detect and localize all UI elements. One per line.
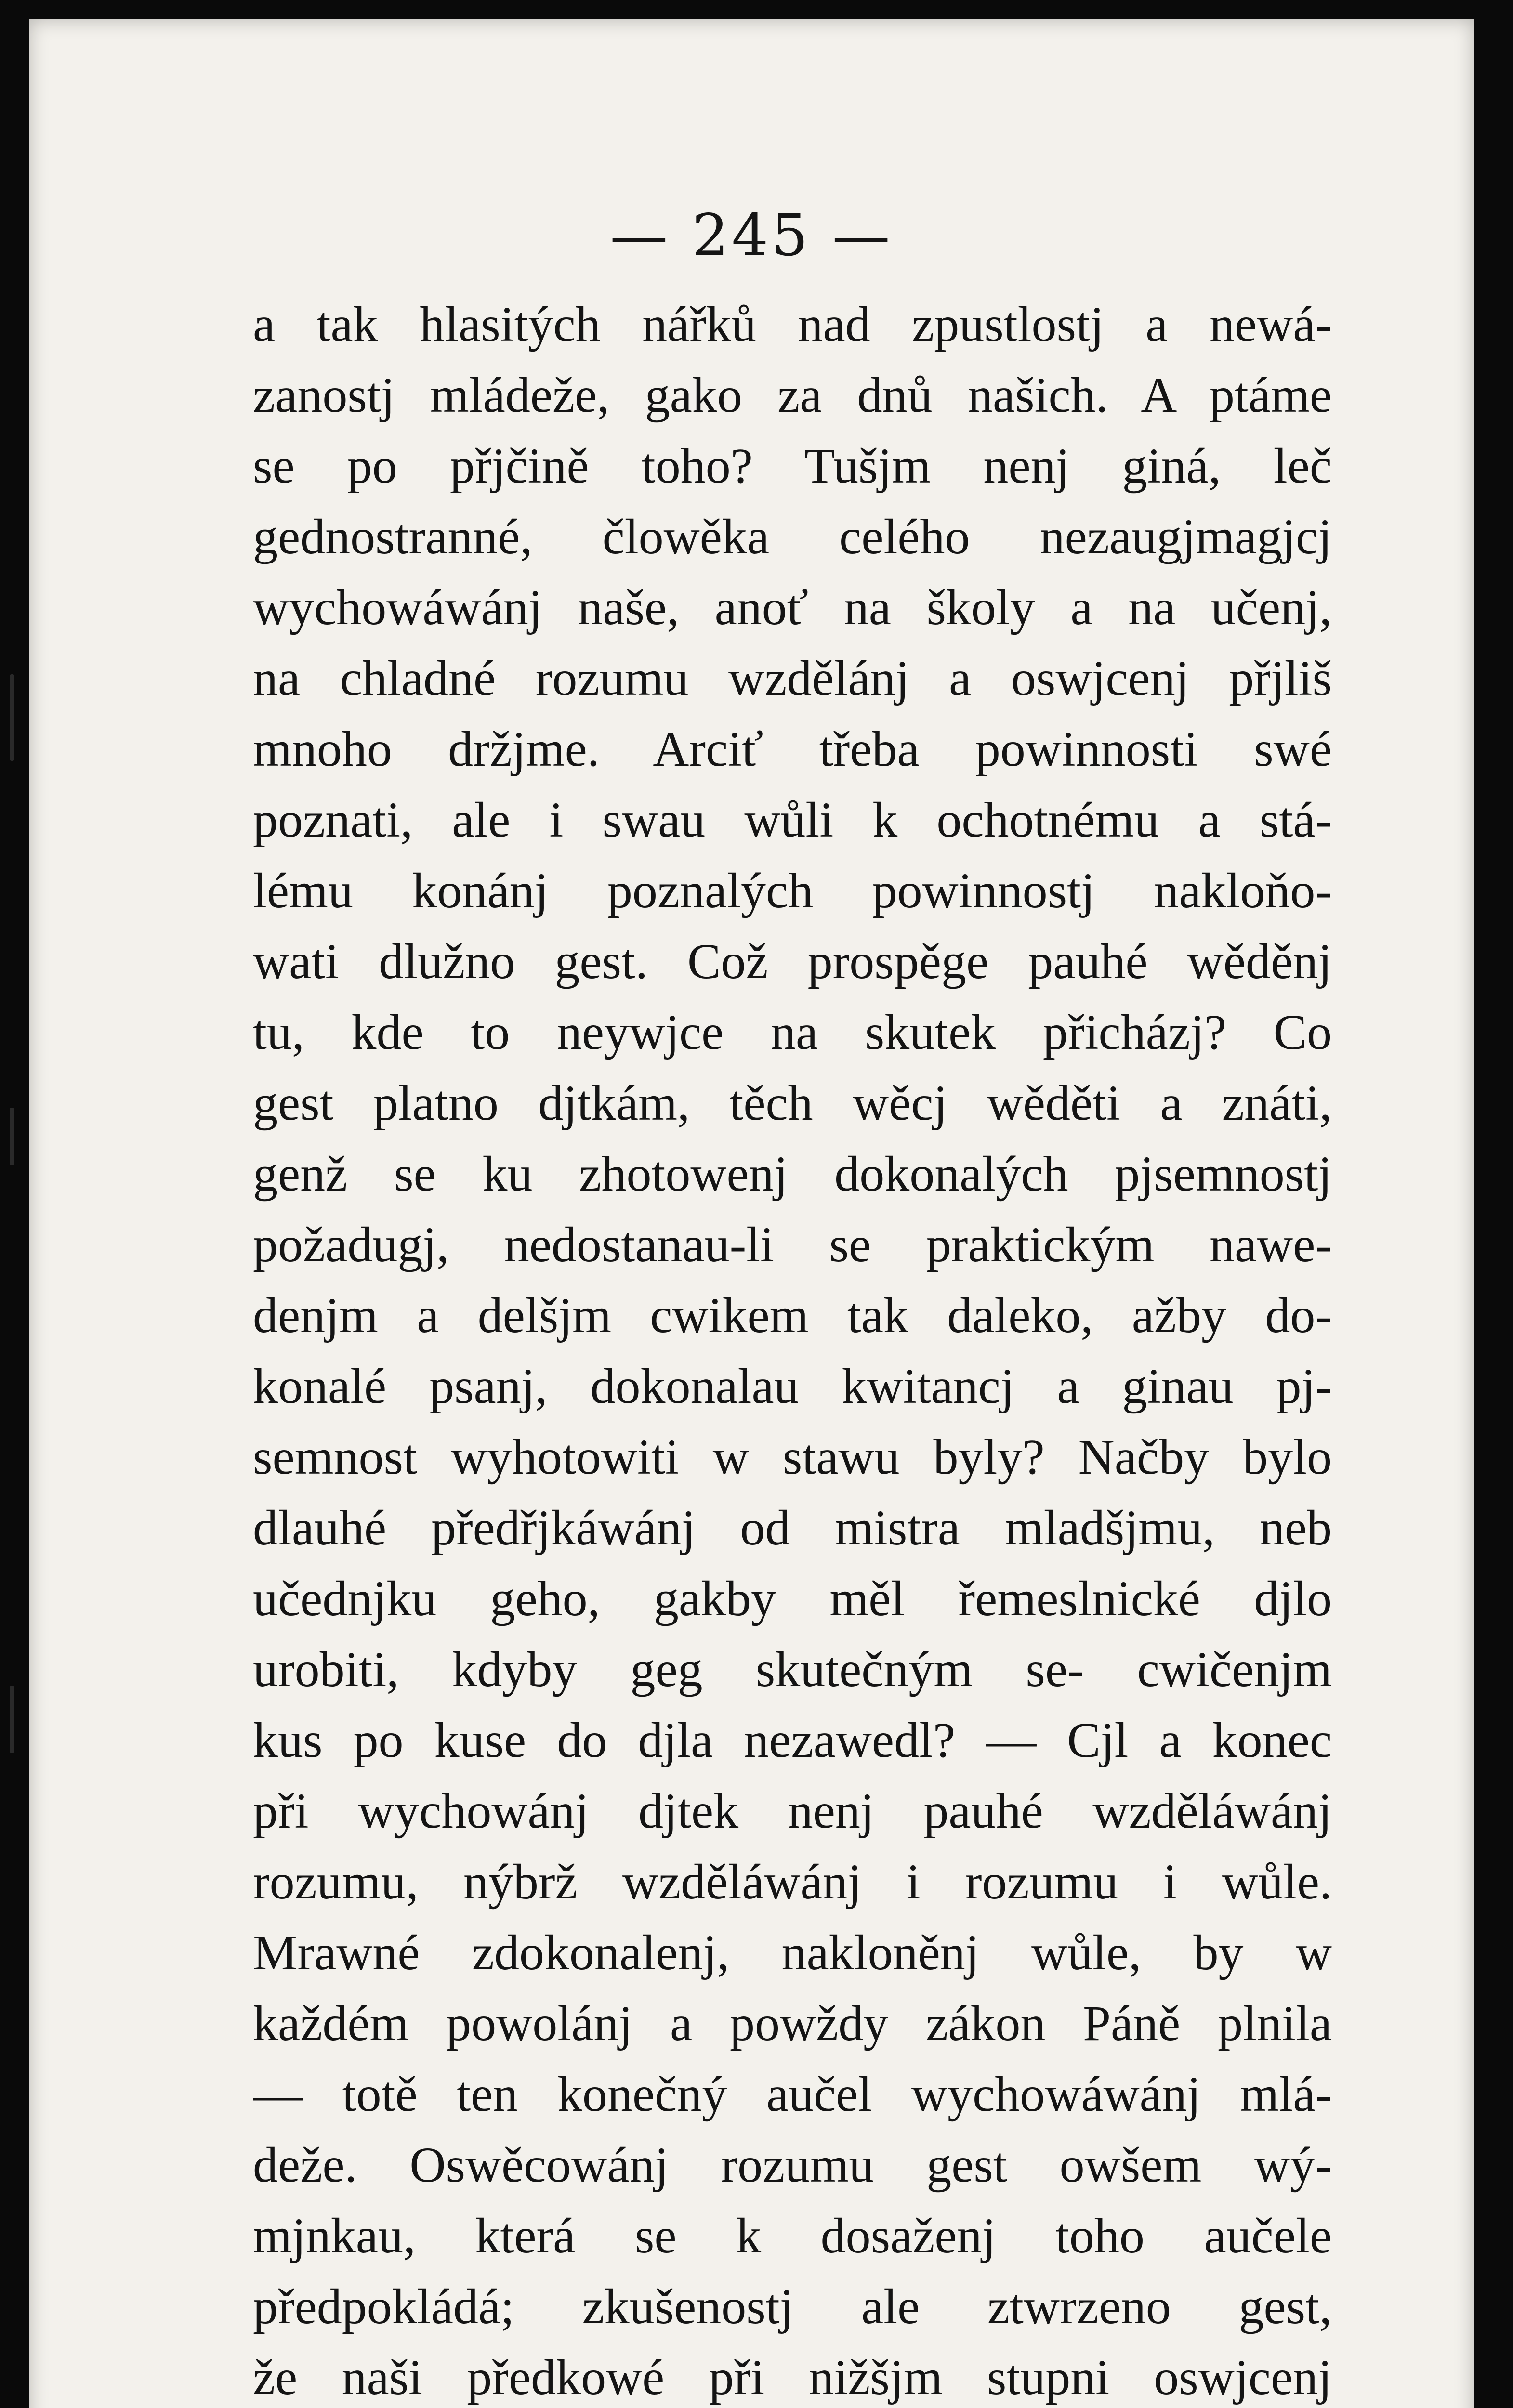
text-line: že naši předkowé při nižšjm stupni oswjcenj [253, 2350, 1332, 2405]
scan-artifact-mark [10, 1108, 14, 1165]
text-line: předpokládá; zkušenostj ale ztwrzeno gest, [253, 2279, 1332, 2334]
text-line: mjnkau, která se k dosaženj toho aučele [253, 2208, 1332, 2264]
text-line: zanostj mládeže, gako za dnů našich. A ptáme [253, 367, 1332, 423]
text-line: každém powolánj a powždy zákon Páně plnila [253, 1996, 1332, 2051]
text-line: mnoho držjme. Arciť třeba powinnosti swé [253, 721, 1332, 777]
scan-artifact-mark [10, 1686, 14, 1753]
text-line: deže. Oswěcowánj rozumu gest owšem wý- [253, 2137, 1332, 2193]
text-line: rozumu, nýbrž wzděláwánj i rozumu i wůle. [253, 1854, 1332, 1910]
text-line: poznati, ale i swau wůli k ochotnému a stá- [253, 792, 1332, 848]
text-line: dlauhé předřjkáwánj od mistra mladšjmu, neb [253, 1500, 1332, 1556]
text-line: se po přjčině toho? Tušjm nenj giná, leč [253, 438, 1332, 494]
text-line: denjm a delšjm cwikem tak daleko, ažby do- [253, 1288, 1332, 1343]
page-number: — 245 — [610, 202, 893, 269]
text-line: při wychowánj djtek nenj pauhé wzděláwánj [253, 1783, 1332, 1839]
text-line: — totě ten konečný aučel wychowáwánj mlá- [253, 2067, 1332, 2122]
text-line: semnost wyhotowiti w stawu byly? Načby bylo [253, 1429, 1332, 1485]
text-line: konalé psanj, dokonalau kwitancj a ginau pj- [253, 1359, 1332, 1414]
text-line: gest platno djtkám, těch wěcj wěděti a znáti, [253, 1075, 1332, 1131]
text-line: gednostranné, člowěka celého nezaugjmagjcj [253, 509, 1332, 564]
text-line: Mrawné zdokonalenj, nakloněnj wůle, by w [253, 1925, 1332, 1980]
text-line: učednjku geho, gakby měl řemeslnické djlo [253, 1571, 1332, 1626]
text-line: na chladné rozumu wzdělánj a oswjcenj přjliš [253, 651, 1332, 706]
text-line: wychowáwánj naše, anoť na školy a na učenj, [253, 580, 1332, 635]
body-text [253, 289, 1332, 2408]
text-line: tu, kde to neywjce na skutek přicházj? Co [253, 1005, 1332, 1060]
text-line: lému konánj poznalých powinnostj nakloňo- [253, 863, 1332, 918]
text-line: genž se ku zhotowenj dokonalých pjsemnostj [253, 1146, 1332, 1202]
text-line: wati dlužno gest. Což prospěge pauhé wěděnj [253, 934, 1332, 989]
book-page [29, 19, 1474, 2408]
text-line: kus po kuse do djla nezawedl? — Cjl a konec [253, 1713, 1332, 1768]
text-line: požadugj, nedostanau-li se praktickým nawe- [253, 1217, 1332, 1272]
text-line: a tak hlasitých nářků nad zpustlostj a newá- [253, 297, 1332, 352]
text-line: urobiti, kdyby geg skutečným se- cwičenjm [253, 1642, 1332, 1697]
scan-artifact-mark [10, 674, 14, 761]
